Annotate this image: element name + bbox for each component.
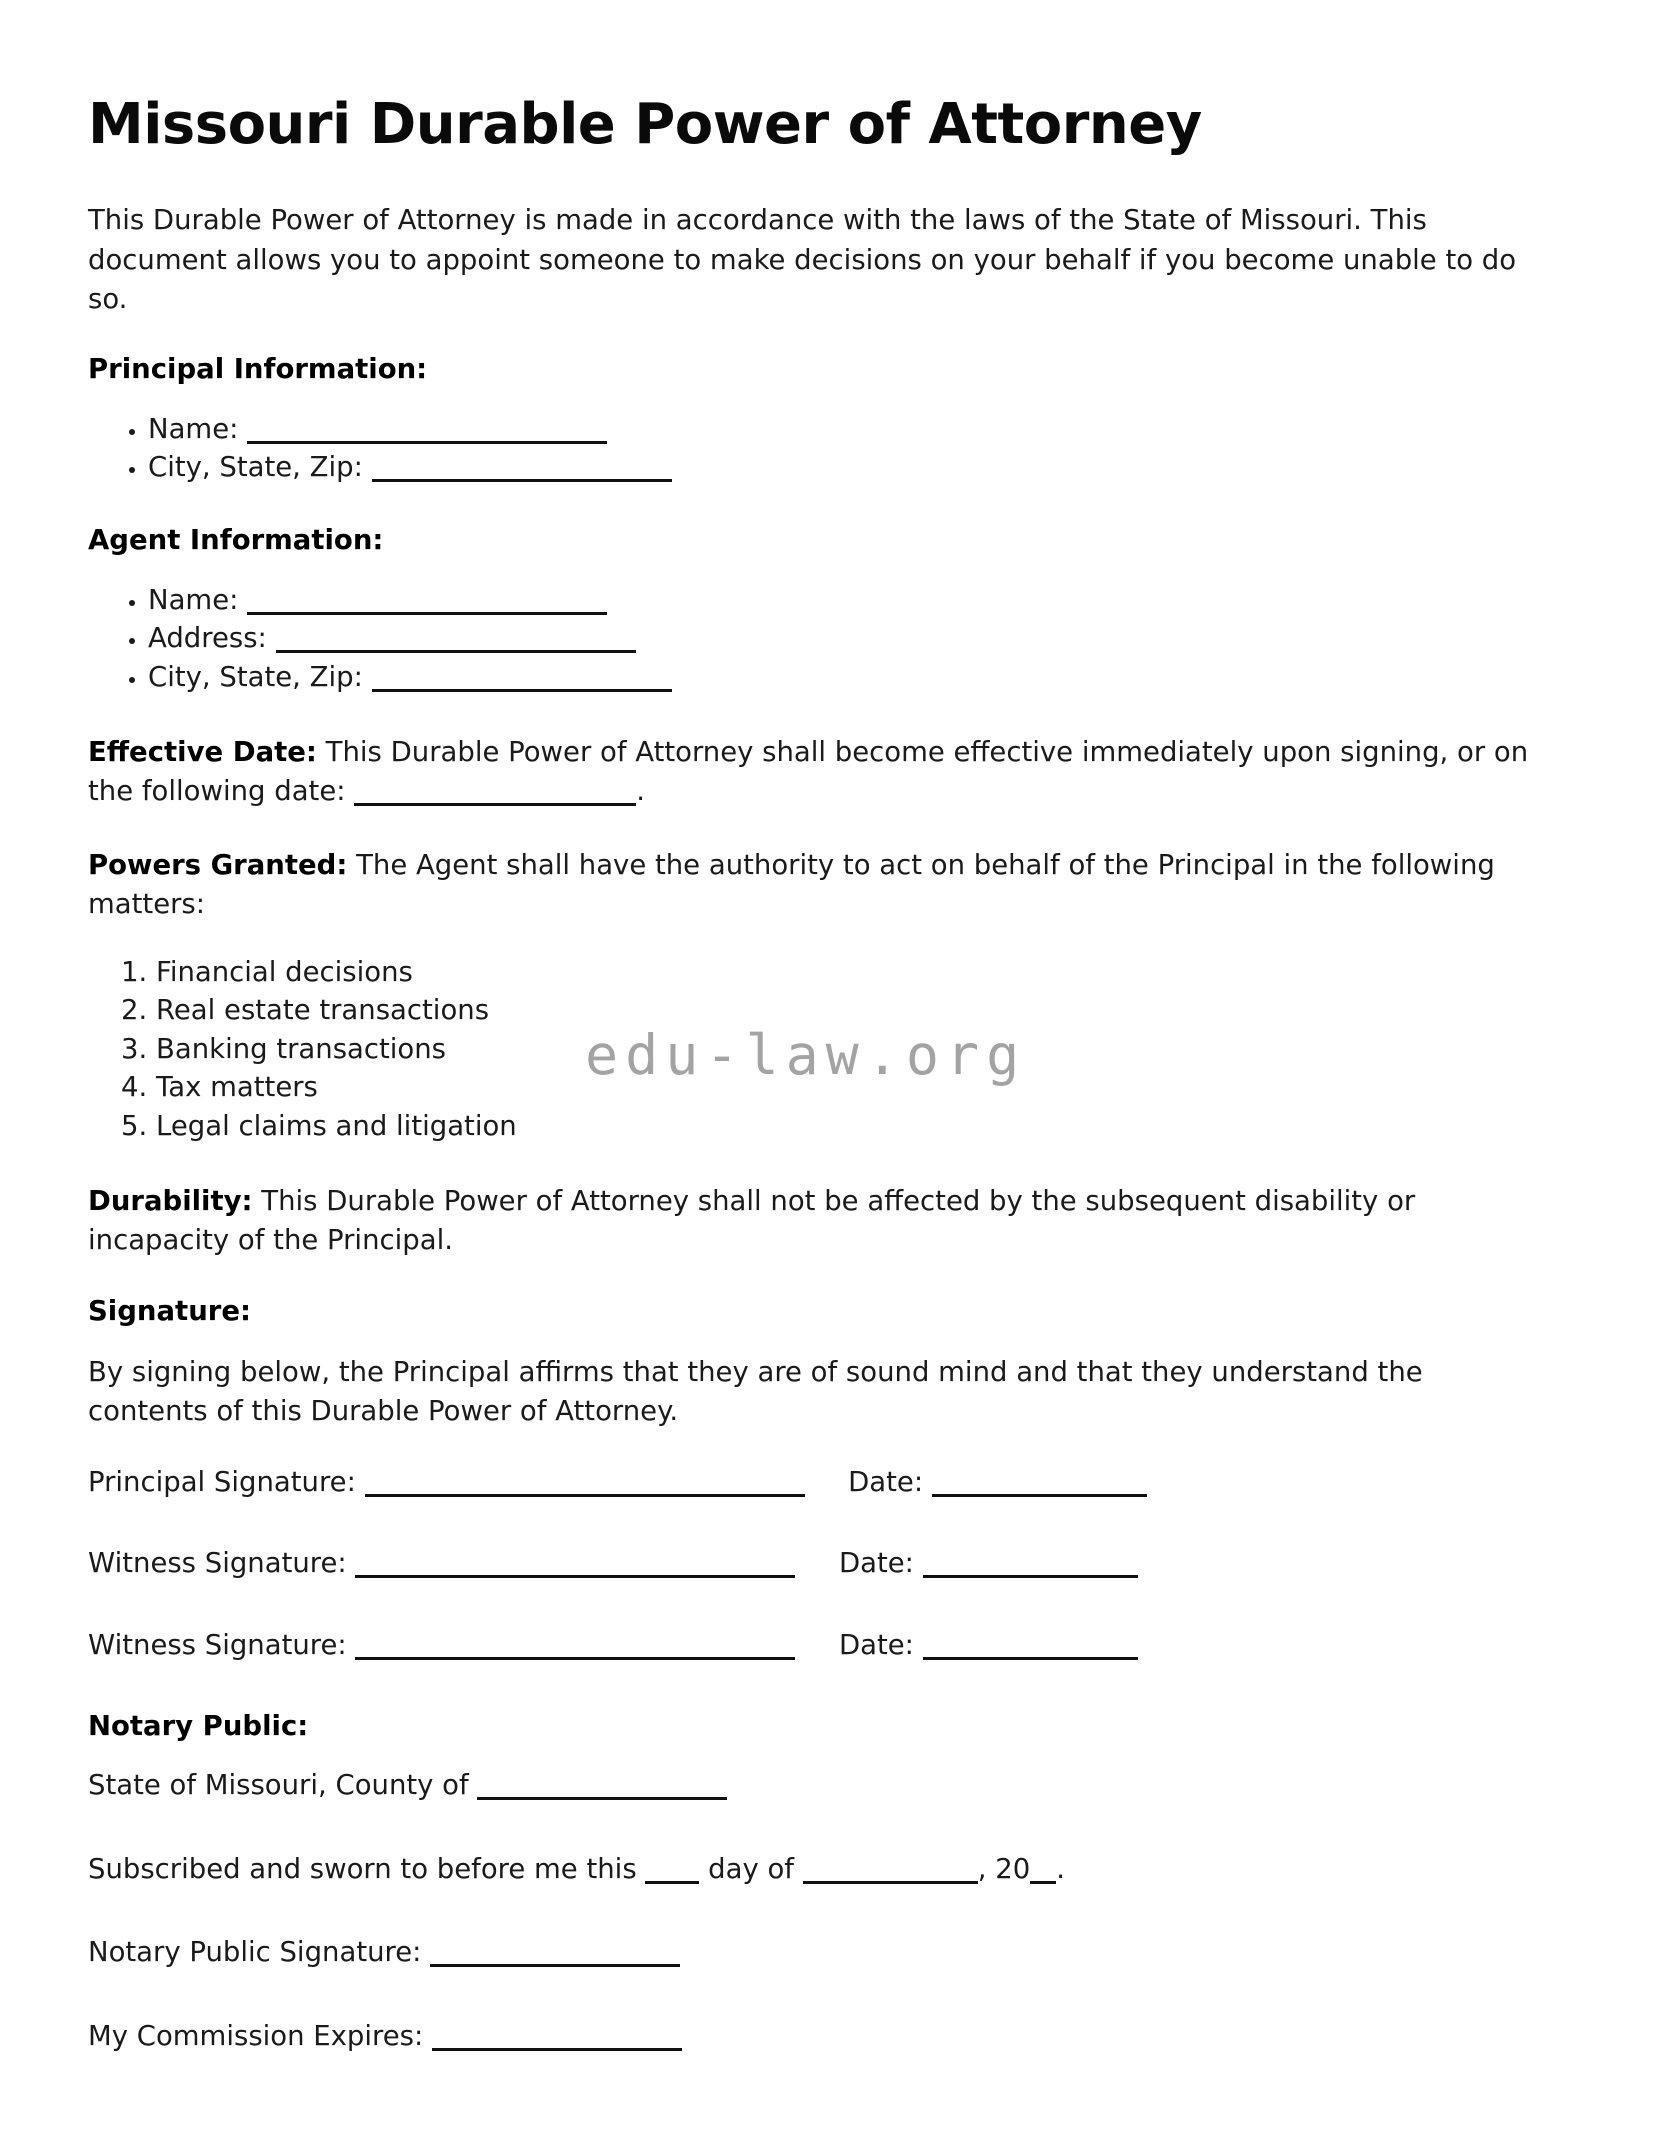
notary-county-label: State of Missouri, County of <box>88 1768 478 1801</box>
principal-information-heading: Principal Information: <box>88 352 428 385</box>
agent-address-blank[interactable] <box>276 650 636 653</box>
notary-signature-blank[interactable] <box>430 1964 680 1967</box>
notary-sworn-text-4: . <box>1056 1852 1065 1885</box>
principal-field-list <box>88 411 1544 486</box>
notary-sworn-text-3: , 20 <box>977 1852 1031 1885</box>
list-item: 2. Real estate transactions <box>156 992 1544 1029</box>
agent-information-heading: Agent Information: <box>88 523 384 556</box>
notary-sworn-text-2: day of <box>699 1852 803 1885</box>
effective-date-blank[interactable] <box>354 803 636 806</box>
intro-paragraph: This Durable Power of Attorney is made in accordance with the laws of the State of Missouri. This document allows you to appoint someone to make decisions on your behalf if you become unable to do so. <box>88 204 1517 315</box>
witness-date-label-2: Date: <box>838 1629 914 1662</box>
agent-citystatezip-label: City, State, Zip: <box>148 660 363 693</box>
witness-signature-row-1 <box>88 1546 1544 1582</box>
list-item: 1. Financial decisions <box>156 954 1544 991</box>
notary-commission-expires-line <box>88 2019 1544 2055</box>
witness-signature-label-2: Witness Signature: <box>88 1629 347 1662</box>
witness-signature-label-1: Witness Signature: <box>88 1547 347 1580</box>
principal-date-blank[interactable] <box>932 1494 1147 1497</box>
notary-year-blank[interactable] <box>1030 1881 1056 1884</box>
page-title: Missouri Durable Power of Attorney <box>88 92 1202 157</box>
notary-signature-label: Notary Public Signature: <box>88 1936 431 1969</box>
notary-commission-expires-blank[interactable] <box>432 2048 682 2051</box>
principal-citystatezip-blank[interactable] <box>372 479 672 482</box>
witness-signature-blank-2[interactable] <box>355 1657 795 1660</box>
effective-date-text: This Durable Power of Attorney shall become effective immediately upon signing, or on the following date: <box>88 736 1529 808</box>
durability-paragraph <box>88 1182 1544 1260</box>
notary-day-blank[interactable] <box>645 1881 699 1884</box>
witness-signature-row-2 <box>88 1628 1544 1664</box>
list-item: 5. Legal claims and litigation <box>156 1108 1544 1145</box>
list-item <box>148 582 1544 619</box>
durability-label: Durability: <box>88 1185 253 1218</box>
powers-granted-paragraph <box>88 846 1544 924</box>
principal-signature-row <box>88 1465 1544 1501</box>
principal-signature-label: Principal Signature: <box>88 1465 356 1498</box>
notary-commission-expires-label: My Commission Expires: <box>88 2020 432 2053</box>
list-item <box>148 449 1544 486</box>
notary-sworn-line <box>88 1852 1544 1888</box>
effective-date-paragraph <box>88 733 1544 811</box>
principal-name-label: Name: <box>148 412 239 445</box>
notary-county-blank[interactable] <box>477 1797 727 1800</box>
notary-signature-line <box>88 1935 1544 1971</box>
notary-month-blank[interactable] <box>803 1881 978 1884</box>
powers-granted-label: Powers Granted: <box>88 848 348 881</box>
agent-name-blank[interactable] <box>247 612 607 615</box>
witness-date-blank-2[interactable] <box>923 1657 1138 1660</box>
watermark: edu-law.org <box>585 1023 1027 1087</box>
powers-list <box>88 954 1544 1145</box>
effective-date-label: Effective Date: <box>88 736 317 769</box>
agent-citystatezip-blank[interactable] <box>372 689 672 692</box>
principal-signature-blank[interactable] <box>365 1494 805 1497</box>
list-item: 3. Banking transactions <box>156 1031 1544 1068</box>
agent-field-list <box>88 582 1544 696</box>
durability-text: This Durable Power of Attorney shall not be affected by the subsequent disability or incapacity of the Principal. <box>88 1185 1416 1257</box>
signature-heading: Signature: <box>88 1294 251 1327</box>
witness-signature-blank-1[interactable] <box>355 1575 795 1578</box>
list-item <box>148 659 1544 696</box>
list-item: 4. Tax matters <box>156 1069 1544 1106</box>
principal-citystatezip-label: City, State, Zip: <box>148 451 363 484</box>
notary-public-heading: Notary Public: <box>88 1709 309 1742</box>
witness-date-blank-1[interactable] <box>923 1575 1138 1578</box>
notary-county-line <box>88 1768 1544 1804</box>
list-item <box>148 411 1544 448</box>
agent-name-label: Name: <box>148 583 239 616</box>
principal-date-label: Date: <box>848 1465 924 1498</box>
witness-date-label-1: Date: <box>838 1547 914 1580</box>
powers-granted-text: The Agent shall have the authority to act on behalf of the Principal in the following matters: <box>88 848 1495 920</box>
agent-address-label: Address: <box>148 622 267 655</box>
list-item <box>148 620 1544 657</box>
notary-sworn-text-1: Subscribed and sworn to before me this <box>88 1852 646 1885</box>
principal-name-blank[interactable] <box>247 441 607 444</box>
effective-date-period: . <box>636 775 646 808</box>
signature-affirmation: By signing below, the Principal affirms that they are of sound mind and that they understand the contents of this Durable Power of Attorney. <box>88 1355 1423 1427</box>
